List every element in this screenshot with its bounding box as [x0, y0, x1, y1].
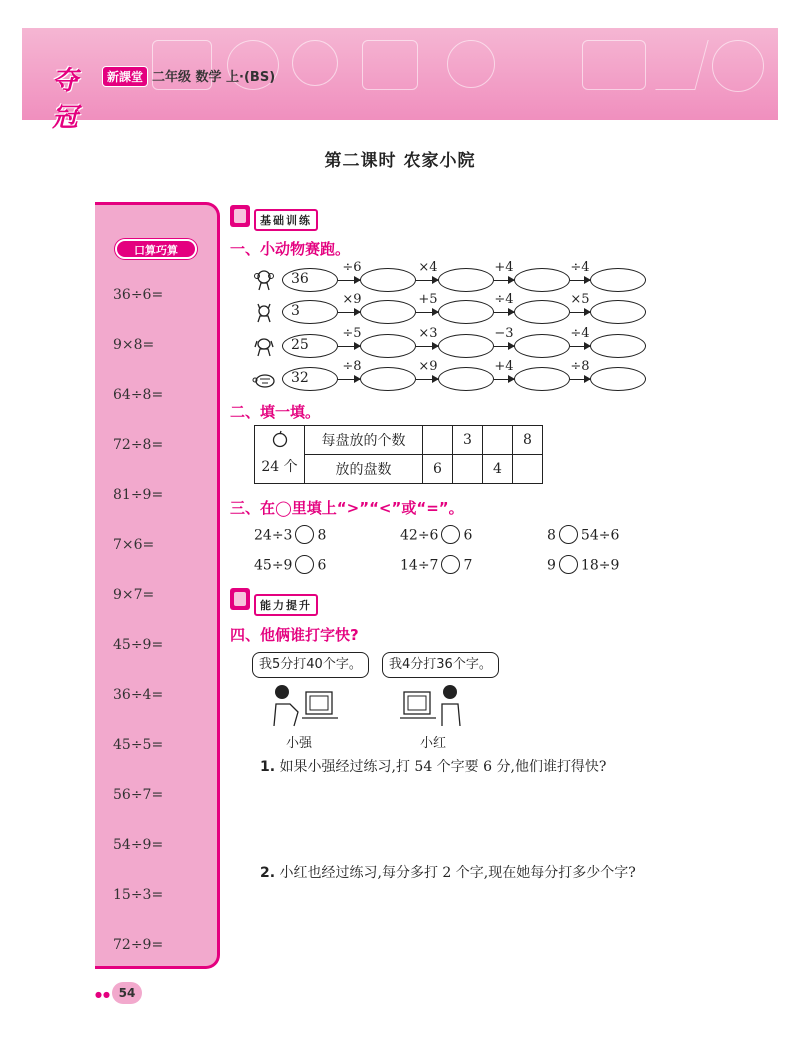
- compare-circle[interactable]: [559, 525, 578, 544]
- q2-heading: 二、填一填。: [230, 403, 321, 421]
- arrow: [570, 312, 590, 313]
- sidebar-drills: [95, 202, 220, 969]
- operation-label: ×3: [418, 326, 438, 341]
- arrow: [416, 312, 438, 313]
- drill-item: 81÷9=: [113, 487, 164, 503]
- start-value: 32: [282, 367, 338, 391]
- compare-circle[interactable]: [295, 525, 314, 544]
- operation-label: ×9: [418, 359, 438, 374]
- compare-left: 8: [547, 527, 556, 544]
- start-value: 25: [282, 334, 338, 358]
- q4-heading: 四、他俩谁打字快?: [230, 626, 359, 644]
- name-label-right: 小红: [420, 736, 447, 751]
- compare-left: 14÷7: [400, 557, 439, 574]
- arrow: [416, 346, 438, 347]
- compass-sketch-icon: [655, 40, 708, 90]
- start-value: 36: [282, 268, 338, 292]
- drill-item: 56÷7=: [113, 787, 164, 803]
- alarm-clock-sketch-icon: [447, 40, 495, 88]
- compare-item: [254, 556, 326, 575]
- sidebar-tag: 口算巧算: [115, 239, 197, 259]
- table-cell[interactable]: [453, 455, 483, 484]
- arrow: [338, 312, 360, 313]
- race-row: [252, 326, 642, 360]
- row-label: 每盘放的个数: [305, 426, 423, 455]
- answer-blank[interactable]: [590, 300, 646, 324]
- compare-left: 9: [547, 557, 556, 574]
- compare-item: [547, 556, 619, 575]
- compare-right: 7: [463, 557, 473, 574]
- drill-item: 72÷9=: [113, 937, 164, 953]
- drill-item: 64÷8=: [113, 387, 164, 403]
- drill-item: 9×8=: [113, 337, 155, 353]
- apple-icon: [271, 430, 289, 448]
- operation-label: ÷5: [342, 326, 362, 341]
- magnifier-sketch-icon: [292, 40, 338, 86]
- arrow: [494, 312, 514, 313]
- drill-item: 15÷3=: [113, 887, 164, 903]
- sub-question-text: 小红也经过练习,每分多打 2 个字,现在她每分打多少个字?: [279, 865, 636, 881]
- operation-label: +5: [418, 292, 438, 307]
- table-cell[interactable]: 6: [423, 455, 453, 484]
- compare-circle[interactable]: [441, 555, 460, 574]
- table-cell[interactable]: [423, 426, 453, 455]
- fill-table: [254, 425, 543, 484]
- dog-icon: [252, 334, 276, 358]
- open-book-sketch-icon: [582, 40, 646, 90]
- total-cell: [255, 426, 305, 484]
- arrow: [570, 280, 590, 281]
- race-row: [252, 292, 642, 326]
- operation-label: ×9: [342, 292, 362, 307]
- compare-circle[interactable]: [295, 555, 314, 574]
- answer-blank[interactable]: [590, 334, 646, 358]
- answer-blank[interactable]: [590, 268, 646, 292]
- compare-circle[interactable]: [559, 555, 578, 574]
- compare-right: 54÷6: [580, 527, 620, 544]
- compare-right: 6: [317, 557, 327, 574]
- books-icon: [230, 205, 250, 227]
- compare-item: [400, 556, 472, 575]
- arrow: [494, 346, 514, 347]
- briefcase-sketch-icon: [362, 40, 418, 90]
- name-label-left: 小强: [286, 736, 313, 751]
- operation-label: ÷4: [570, 260, 590, 275]
- arrow: [416, 280, 438, 281]
- compare-left: 42÷6: [400, 527, 439, 544]
- girl-computer-illustration: [398, 682, 470, 728]
- sub-question-number: 1.: [260, 759, 276, 775]
- table-cell[interactable]: 8: [513, 426, 543, 455]
- speech-bubble-left: 我5分打40个字。: [252, 652, 369, 678]
- row-label: 放的盘数: [305, 455, 423, 484]
- speech-bubble-right: 我4分打36个字。: [382, 652, 499, 678]
- section-basic-badge: 基础训练: [254, 209, 318, 231]
- operation-label: ÷8: [342, 359, 362, 374]
- sub-question-text: 如果小强经过练习,打 54 个字要 6 分,他们谁打得快?: [279, 759, 607, 775]
- table-cell[interactable]: 3: [453, 426, 483, 455]
- q1-heading: 一、小动物赛跑。: [230, 240, 351, 258]
- arrow: [416, 379, 438, 380]
- total-count: 24 个: [261, 459, 298, 475]
- brand-sub: 新課堂: [102, 66, 148, 87]
- compare-right: 8: [317, 527, 327, 544]
- arrow: [494, 280, 514, 281]
- table-cell[interactable]: 4: [483, 455, 513, 484]
- arrow: [494, 379, 514, 380]
- cat-icon: [252, 300, 276, 324]
- table-cell[interactable]: [483, 426, 513, 455]
- page-dots: ●●: [95, 990, 111, 999]
- drill-item: 54÷9=: [113, 837, 164, 853]
- turtle-icon: [252, 367, 276, 391]
- drill-item: 45÷5=: [113, 737, 164, 753]
- answer-blank[interactable]: [590, 367, 646, 391]
- arrow: [570, 346, 590, 347]
- arrow: [338, 379, 360, 380]
- q3-heading: 三、在◯里填上“>”“<”或“=”。: [230, 499, 464, 517]
- arrow: [338, 280, 360, 281]
- drill-item: 45÷9=: [113, 637, 164, 653]
- drill-item: 36÷4=: [113, 687, 164, 703]
- table-cell[interactable]: [513, 455, 543, 484]
- start-value: 3: [282, 300, 338, 324]
- operation-label: ÷4: [494, 292, 514, 307]
- operation-label: ×5: [570, 292, 590, 307]
- compare-circle[interactable]: [441, 525, 460, 544]
- drill-item: 36÷6=: [113, 287, 164, 303]
- arrow: [570, 379, 590, 380]
- compare-item: [254, 526, 326, 545]
- arrow: [338, 346, 360, 347]
- sub-question-1: [260, 756, 606, 776]
- trophy-icon: [230, 588, 250, 610]
- subject-label: 二年级 数学 上·(BS): [152, 70, 276, 85]
- operation-label: +4: [494, 260, 514, 275]
- section-ability-badge: 能力提升: [254, 594, 318, 616]
- boy-computer-illustration: [268, 682, 340, 728]
- operation-label: −3: [494, 326, 514, 341]
- lesson-title: 第二课时 农家小院: [324, 151, 476, 171]
- brand-name: 夺冠: [52, 66, 79, 133]
- operation-label: ÷8: [570, 359, 590, 374]
- globe-sketch-icon: [712, 40, 764, 92]
- operation-label: ÷4: [570, 326, 590, 341]
- race-row: [252, 260, 642, 294]
- compare-left: 45÷9: [254, 557, 293, 574]
- operation-label: ×4: [418, 260, 438, 275]
- drill-item: 72÷8=: [113, 437, 164, 453]
- sub-question-2: [260, 862, 636, 882]
- sub-question-number: 2.: [260, 865, 276, 881]
- page-number: 54: [112, 982, 142, 1004]
- compare-item: [547, 526, 619, 545]
- compare-item: [400, 526, 472, 545]
- drill-item: 7×6=: [113, 537, 155, 553]
- operation-label: ÷6: [342, 260, 362, 275]
- compare-right: 6: [463, 527, 473, 544]
- race-row: [252, 359, 642, 393]
- compare-left: 24÷3: [254, 527, 293, 544]
- compare-right: 18÷9: [580, 557, 620, 574]
- operation-label: +4: [494, 359, 514, 374]
- drill-item: 9×7=: [113, 587, 155, 603]
- monkey-icon: [252, 268, 276, 292]
